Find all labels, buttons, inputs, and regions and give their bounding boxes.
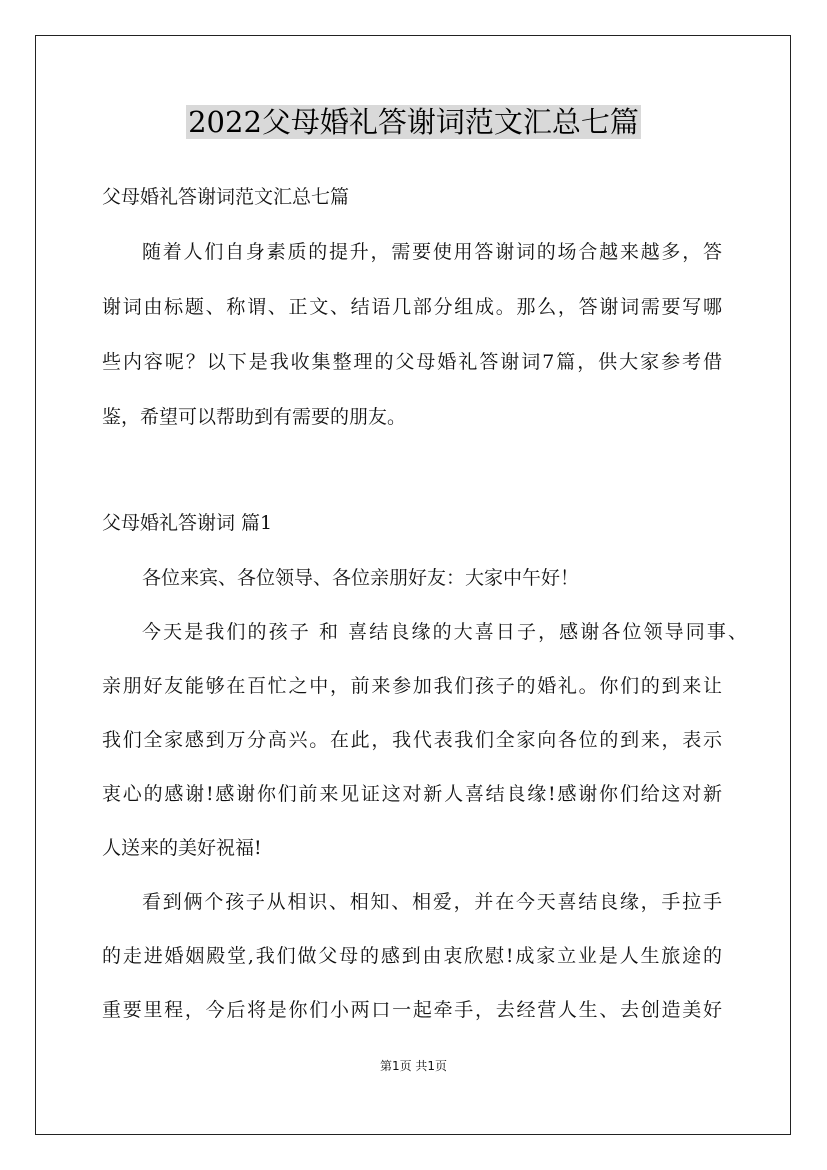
- paragraph-line: 衷心的感谢!感谢你们前来见证这对新人喜结良缘!感谢你们给这对新: [102, 783, 722, 805]
- paragraph-line: 亲朋好友能够在百忙之中，前来参加我们孩子的婚礼。你们的到来让: [102, 675, 722, 697]
- paragraph-line: 各位来宾、各位领导、各位亲朋好友：大家中午好！: [142, 567, 580, 589]
- document-title: [0, 100, 827, 141]
- paragraph-line: 人送来的美好祝福!: [102, 837, 262, 859]
- section-heading: 父母婚礼答谢词 篇1: [102, 512, 273, 534]
- paragraph-line: 今天是我们的孩子 和 喜结良缘的大喜日子，感谢各位领导同事、: [142, 621, 747, 643]
- paragraph-line: 鉴，希望可以帮助到有需要的朋友。: [102, 406, 407, 428]
- paragraph-line: 看到俩个孩子从相识、相知、相爱，并在今天喜结良缘，手拉手: [142, 891, 722, 913]
- page-footer: 第1页 共1页: [379, 1059, 448, 1073]
- paragraph-line: 重要里程，今后将是你们小两口一起牵手，去经营人生、去创造美好: [102, 999, 722, 1021]
- title-text: 2022父母婚礼答谢词范文汇总七篇: [188, 105, 639, 139]
- subtitle-line: 父母婚礼答谢词范文汇总七篇: [102, 186, 350, 208]
- paragraph-line: 我们全家感到万分高兴。在此，我代表我们全家向各位的到来，表示: [102, 729, 722, 751]
- paragraph-line: 谢词由标题、称谓、正文、结语几部分组成。那么，答谢词需要写哪: [102, 296, 722, 318]
- paragraph-line: 的走进婚姻殿堂,我们做父母的感到由衷欣慰!成家立业是人生旅途的: [102, 945, 722, 967]
- paragraph-line: 些内容呢？以下是我收集整理的父母婚礼答谢词7篇，供大家参考借: [102, 351, 722, 373]
- paragraph-line: 随着人们自身素质的提升，需要使用答谢词的场合越来越多，答: [142, 241, 722, 263]
